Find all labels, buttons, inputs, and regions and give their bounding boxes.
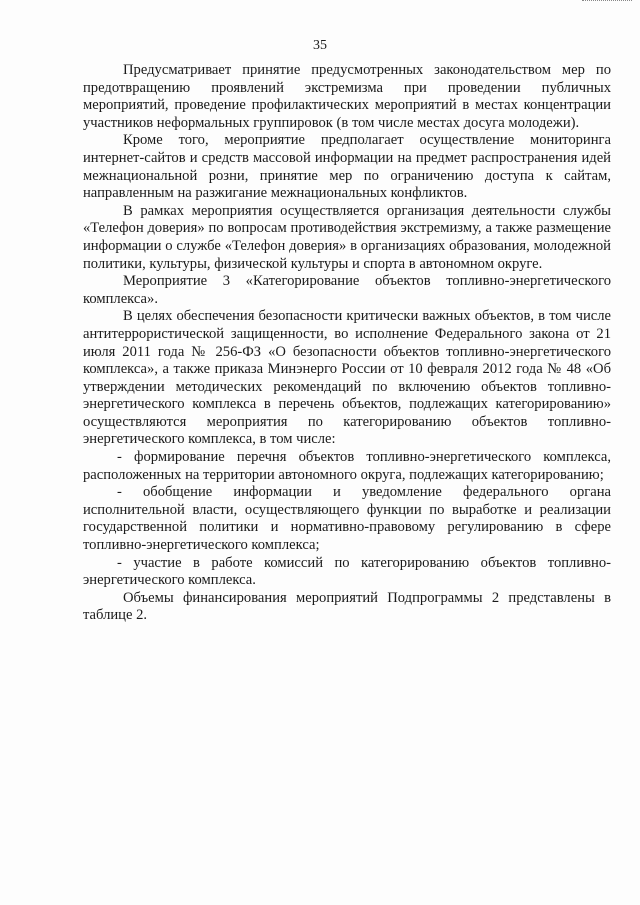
paragraph-5: В целях обеспечения безопасности критически важных объектов, в том числе антитеррористической защищенности, во исполнение Федерального закона от 21 июля 2011 года № 256-ФЗ «О безопасности объектов топливно-энергетического комплекса», а также приказа Минэнерго России от 10 февраля 2012 года № 48 «Об утверждении методических рекомендаций по включению объектов топливно-энергетического комплекса в перечень объектов, подлежащих категорированию» осуществляются мероприятия по категорированию объектов топливно-энергетического комплекса, в том числе: (83, 308, 611, 448)
list-item-1: - формирование перечня объектов топливно-энергетического комплекса, расположенных на территории автономного округа, подлежащих категорированию; (83, 449, 611, 483)
paragraph-3: В рамках мероприятия осуществляется организация деятельности службы «Телефон доверия» по вопросам противодействия экстремизму, а также размещение информации о службе «Телефон доверия» в организациях образования, молодежной политики, культуры, физической культуры и спорта в автономном округе. (83, 202, 611, 272)
list-item-3: - участие в работе комиссий по категорированию объектов топливно-энергетического комплекса. (83, 554, 611, 589)
scan-artifact (582, 0, 632, 4)
paragraph-measure-3-title: Мероприятие 3 «Категорирование объектов топливно-энергетического комплекса». (83, 273, 611, 307)
list-item-2: - обобщение информации и уведомление федерального органа исполнительной власти, осуществляющего функции по выработке и реализации государственной политики и нормативно-правовому регулированию в сфере топливно-энергетического комплекса; (83, 484, 611, 554)
paragraph-2: Кроме того, мероприятие предполагает осуществление мониторинга интернет-сайтов и средств массовой информации на предмет распространения идей межнациональной розни, принятие мер по ограничению доступа к сайтам, направленным на разжигание межнациональных конфликтов. (83, 132, 611, 202)
body-text (83, 62, 611, 625)
page-number: 35 (313, 38, 327, 53)
paragraph-1: Предусматривает принятие предусмотренных законодательством мер по предотвращению проявлений экстремизма при проведении публичных мероприятий, проведение профилактических мероприятий в местах концентрации участников неформальных группировок (в том числе местах досуга молодежи). (83, 62, 611, 131)
paragraph-financing: Объемы финансирования мероприятий Подпрограммы 2 представлены в таблице 2. (83, 589, 611, 624)
